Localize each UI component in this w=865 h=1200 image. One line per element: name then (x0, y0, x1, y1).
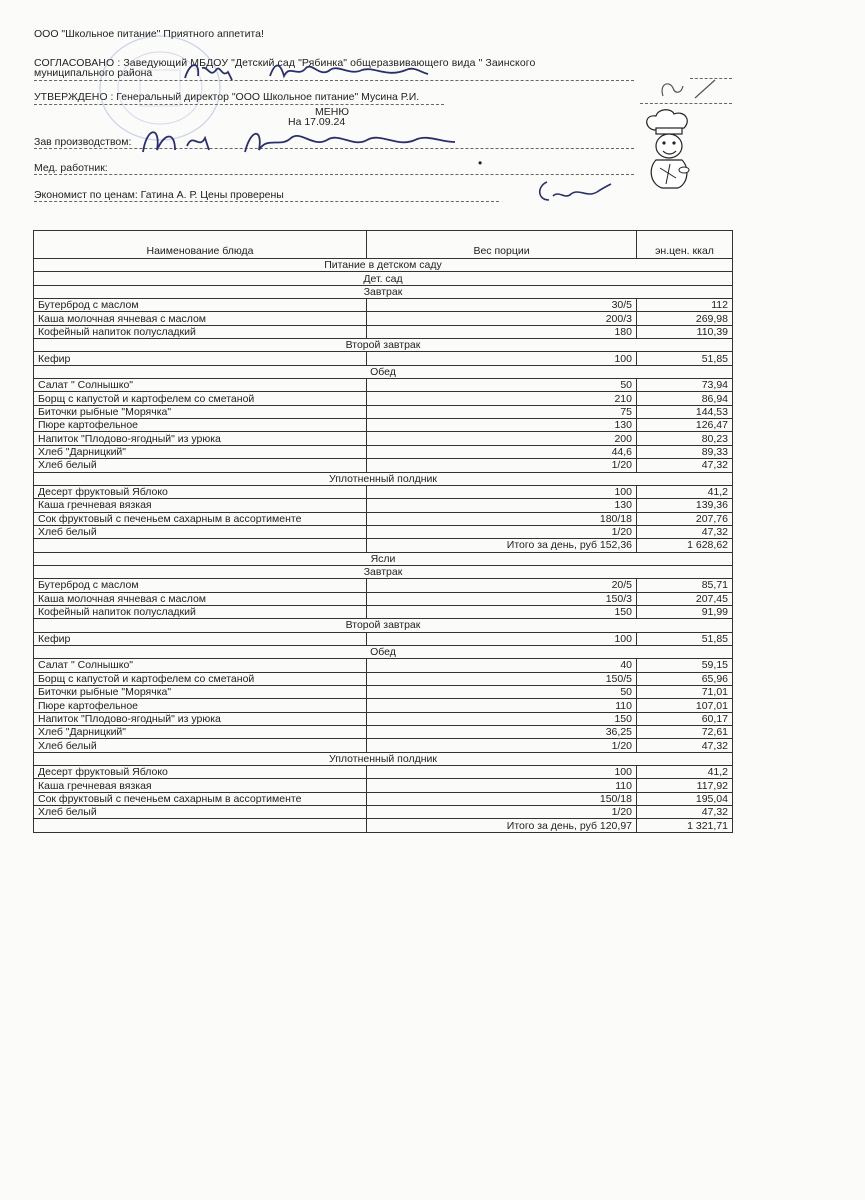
kcal-value: 89,33 (637, 445, 733, 458)
economist-underline (34, 201, 499, 202)
section-row (34, 259, 733, 272)
table-row (34, 445, 733, 458)
section-row (34, 472, 733, 485)
portion-weight: 40 (367, 659, 637, 672)
portion-weight: 44,6 (367, 445, 637, 458)
section-label: Ясли (34, 552, 733, 565)
dish-name: Кофейный напиток полусладкий (34, 605, 367, 618)
dish-name: Каша гречневая вязкая (34, 499, 367, 512)
kcal-value: 51,85 (637, 632, 733, 645)
kcal-value: 47,32 (637, 806, 733, 819)
table-row (34, 605, 733, 618)
kcal-value: 117,92 (637, 779, 733, 792)
portion-weight: 1/20 (367, 525, 637, 538)
kcal-value: 41,2 (637, 766, 733, 779)
kcal-value: 73,94 (637, 379, 733, 392)
dish-name: Салат " Солнышко" (34, 379, 367, 392)
dish-name: Хлеб белый (34, 806, 367, 819)
company-name: ООО "Школьное питание" Приятного аппетита! (34, 28, 264, 40)
kcal-value: 207,76 (637, 512, 733, 525)
portion-weight: 1/20 (367, 459, 637, 472)
portion-weight: 200 (367, 432, 637, 445)
table-row (34, 512, 733, 525)
dish-name: Салат " Солнышко" (34, 659, 367, 672)
portion-weight: 150/5 (367, 672, 637, 685)
portion-weight: 130 (367, 499, 637, 512)
dot-mark: • (478, 156, 483, 170)
portion-weight: 1/20 (367, 739, 637, 752)
dish-name: Хлеб белый (34, 459, 367, 472)
kcal-value: 110,39 (637, 325, 733, 338)
dish-name: Десерт фруктовый Яблоко (34, 766, 367, 779)
kcal-value: 86,94 (637, 392, 733, 405)
table-row (34, 686, 733, 699)
table-row (34, 352, 733, 365)
menu-title: МЕНЮ (315, 106, 349, 118)
agreed-underline-tail (690, 78, 732, 79)
kcal-value: 269,98 (637, 312, 733, 325)
section-label: Второй завтрак (34, 619, 733, 632)
kcal-value: 207,45 (637, 592, 733, 605)
menu-date: На 17.09.24 (288, 116, 346, 128)
table-row (34, 592, 733, 605)
chef-icon (640, 108, 698, 192)
kcal-value: 112 (637, 299, 733, 312)
approved-underline (34, 104, 444, 105)
dish-name: Каша молочная ячневая с маслом (34, 592, 367, 605)
table-row (34, 699, 733, 712)
production-underline (34, 148, 634, 149)
table-row (34, 779, 733, 792)
dish-name: Напиток "Плодово-ягодный" из урюка (34, 712, 367, 725)
section-row (34, 272, 733, 285)
dish-name: Бутерброд с маслом (34, 579, 367, 592)
table-row (34, 419, 733, 432)
section-label: Завтрак (34, 565, 733, 578)
dish-name: Борщ с капустой и картофелем со сметаной (34, 392, 367, 405)
portion-weight: 20/5 (367, 579, 637, 592)
kcal-value: 107,01 (637, 699, 733, 712)
portion-weight: 50 (367, 379, 637, 392)
portion-weight: 110 (367, 699, 637, 712)
dish-name: Каша молочная ячневая с маслом (34, 312, 367, 325)
table-row (34, 672, 733, 685)
kcal-value: 195,04 (637, 792, 733, 805)
dish-name: Кефир (34, 352, 367, 365)
kcal-value: 72,61 (637, 726, 733, 739)
portion-weight: 100 (367, 485, 637, 498)
kcal-value: 91,99 (637, 605, 733, 618)
dish-name: Десерт фруктовый Яблоко (34, 485, 367, 498)
portion-weight: 50 (367, 686, 637, 699)
dish-name: Каша гречневая вязкая (34, 779, 367, 792)
table-row (34, 659, 733, 672)
table-row (34, 485, 733, 498)
dish-name: Пюре картофельное (34, 699, 367, 712)
approved-line: УТВЕРЖДЕНО : Генеральный директор "ООО Школьное питание" Мусина Р.И. (34, 91, 420, 103)
column-header-name: Наименование блюда (34, 231, 367, 259)
section-row (34, 285, 733, 298)
medic-underline (34, 174, 634, 175)
portion-weight: 1/20 (367, 806, 637, 819)
table-header-row (34, 231, 733, 259)
portion-weight: 110 (367, 779, 637, 792)
section-row (34, 619, 733, 632)
kcal-value: 71,01 (637, 686, 733, 699)
portion-weight: 75 (367, 405, 637, 418)
dish-name: Бутерброд с маслом (34, 299, 367, 312)
table-row (34, 726, 733, 739)
dish-name: Биточки рыбные "Морячка" (34, 686, 367, 699)
kcal-value: 65,96 (637, 672, 733, 685)
kcal-value: 60,17 (637, 712, 733, 725)
table-row (34, 632, 733, 645)
total-row (34, 819, 733, 832)
portion-weight: 150 (367, 712, 637, 725)
dish-name: Сок фруктовый с печеньем сахарным в ассортименте (34, 792, 367, 805)
portion-weight: 200/3 (367, 312, 637, 325)
section-row (34, 365, 733, 378)
dish-name: Кефир (34, 632, 367, 645)
portion-weight: 210 (367, 392, 637, 405)
total-blank (34, 539, 367, 552)
kcal-value: 144,53 (637, 405, 733, 418)
section-label: Питание в детском саду (34, 259, 733, 272)
economist-line: Экономист по ценам: Гатина А. Р. Цены проверены (34, 189, 284, 201)
section-label: Уплотненный полдник (34, 472, 733, 485)
kcal-value: 47,32 (637, 459, 733, 472)
section-row (34, 552, 733, 565)
portion-weight: 150/18 (367, 792, 637, 805)
table-row (34, 766, 733, 779)
section-label: Обед (34, 645, 733, 658)
kcal-value: 85,71 (637, 579, 733, 592)
table-row (34, 525, 733, 538)
kcal-value: 126,47 (637, 419, 733, 432)
dish-name: Борщ с капустой и картофелем со сметаной (34, 672, 367, 685)
table-row (34, 299, 733, 312)
production-head-label: Зав производством: (34, 136, 132, 148)
dish-name: Сок фруктовый с печеньем сахарным в ассортименте (34, 512, 367, 525)
total-label: Итого за день, руб 120,97 (367, 819, 637, 832)
approved-underline-tail (640, 103, 732, 104)
portion-weight: 100 (367, 766, 637, 779)
total-row (34, 539, 733, 552)
section-row (34, 565, 733, 578)
column-header-kcal: эн.цен. ккал (637, 231, 733, 259)
portion-weight: 100 (367, 632, 637, 645)
portion-weight: 180/18 (367, 512, 637, 525)
section-row (34, 339, 733, 352)
table-row (34, 405, 733, 418)
section-label: Дет. сад (34, 272, 733, 285)
table-row (34, 392, 733, 405)
dish-name: Кофейный напиток полусладкий (34, 325, 367, 338)
signature-icon (535, 178, 615, 208)
agreed-line-2: муниципального района (34, 67, 153, 79)
medic-label: Мед. работник: (34, 162, 108, 174)
total-kcal: 1 321,71 (637, 819, 733, 832)
kcal-value: 41,2 (637, 485, 733, 498)
total-kcal: 1 628,62 (637, 539, 733, 552)
table-row (34, 579, 733, 592)
table-row (34, 499, 733, 512)
agreed-line-1: СОГЛАСОВАНО : Заведующий МБДОУ "Детский сад "Рябинка" общеразвивающего вида " Заинского (34, 57, 536, 69)
portion-weight: 150/3 (367, 592, 637, 605)
table-row (34, 312, 733, 325)
table-row (34, 792, 733, 805)
kcal-value: 47,32 (637, 525, 733, 538)
section-label: Завтрак (34, 285, 733, 298)
dish-name: Пюре картофельное (34, 419, 367, 432)
table-row (34, 325, 733, 338)
table-row (34, 739, 733, 752)
section-label: Уплотненный полдник (34, 752, 733, 765)
table-row (34, 379, 733, 392)
section-row (34, 752, 733, 765)
portion-weight: 100 (367, 352, 637, 365)
total-label: Итого за день, руб 152,36 (367, 539, 637, 552)
portion-weight: 130 (367, 419, 637, 432)
section-label: Обед (34, 365, 733, 378)
kcal-value: 51,85 (637, 352, 733, 365)
kcal-value: 47,32 (637, 739, 733, 752)
dish-name: Хлеб белый (34, 739, 367, 752)
table-row (34, 459, 733, 472)
column-header-weight: Вес порции (367, 231, 637, 259)
table-row (34, 432, 733, 445)
dish-name: Хлеб белый (34, 525, 367, 538)
kcal-value: 59,15 (637, 659, 733, 672)
dish-name: Хлеб "Дарницкий" (34, 445, 367, 458)
menu-table (33, 230, 733, 833)
stamp-icon (95, 30, 225, 145)
portion-weight: 36,25 (367, 726, 637, 739)
table-row (34, 712, 733, 725)
kcal-value: 80,23 (637, 432, 733, 445)
section-row (34, 645, 733, 658)
dish-name: Хлеб "Дарницкий" (34, 726, 367, 739)
total-blank (34, 819, 367, 832)
portion-weight: 150 (367, 605, 637, 618)
dish-name: Напиток "Плодово-ягодный" из урюка (34, 432, 367, 445)
dish-name: Биточки рыбные "Морячка" (34, 405, 367, 418)
kcal-value: 139,36 (637, 499, 733, 512)
table-row (34, 806, 733, 819)
section-label: Второй завтрак (34, 339, 733, 352)
portion-weight: 30/5 (367, 299, 637, 312)
agreed-underline (34, 80, 634, 81)
portion-weight: 180 (367, 325, 637, 338)
